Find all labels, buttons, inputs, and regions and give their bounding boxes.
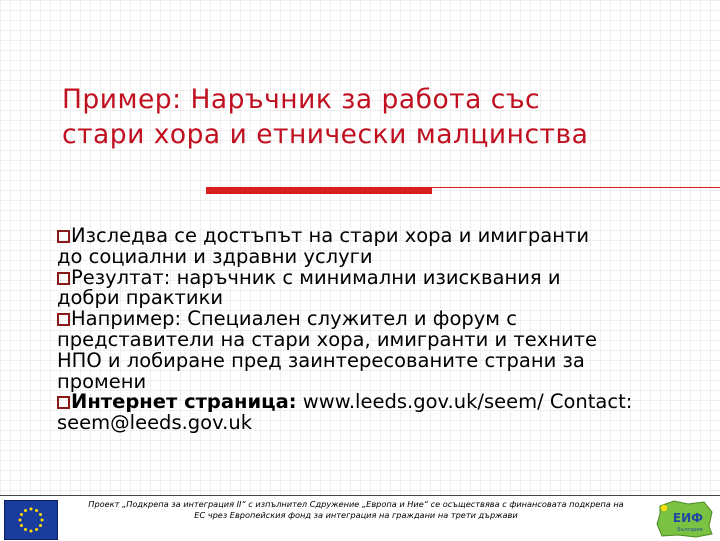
eu-star-icon [39, 524, 42, 527]
eu-star-icon [20, 524, 23, 527]
bullet-text-line: НПО и лобиране пред заинтересованите страни за [57, 348, 585, 372]
bullet-text-line: представители на стари хора, имигранти и техните [57, 327, 598, 351]
website-url[interactable]: www.leeds.gov.uk/seem/ Contact: [296, 390, 633, 414]
bullet-text-line: до социални и здравни услуги [57, 244, 373, 268]
footer-bar [0, 495, 720, 541]
bullet-text-line: добри практики [57, 286, 224, 310]
footer-disclaimer [62, 499, 650, 521]
bullet-item-research [57, 226, 717, 268]
eu-star-icon [24, 509, 27, 512]
square-bullet-icon [57, 272, 70, 285]
bullet-list [57, 226, 717, 434]
title-divider-thick [206, 187, 432, 194]
bullet-item-result [57, 265, 717, 310]
eu-star-icon [39, 513, 42, 516]
contact-email[interactable]: seem@leeds.gov.uk [57, 411, 252, 435]
website-label: Интернет страница: [71, 390, 297, 414]
title-divider-thin [432, 187, 720, 188]
bullet-text-line: Изследва се достъпът на стари хора и имигранти [71, 224, 589, 247]
logo-subtext: България [677, 527, 703, 533]
eu-star-icon [35, 509, 38, 512]
slide-title-line-1: Пример: Наръчник за работа със [62, 84, 541, 115]
slide-title-line-2: стари хора и етнически малцинства [62, 119, 589, 150]
logo-star-icon [661, 505, 667, 511]
eu-star-icon [20, 513, 23, 516]
bullet-item-website [57, 392, 717, 434]
eu-star-icon [30, 508, 33, 511]
slide-title [62, 82, 702, 152]
bullet-text-line: промени [57, 369, 147, 393]
square-bullet-icon [57, 230, 70, 243]
bullet-text-line: Резултат: наръчник с минимални изисквания и [71, 265, 561, 289]
eu-star-icon [30, 530, 33, 533]
footer-line-1: Проект „Подкрепа за интеграция II“ с изпълнител Сдружение „Европа и Ние“ се осъществява с финансовата подкрепа на [88, 499, 624, 509]
eu-flag-icon [4, 500, 58, 540]
square-bullet-icon [57, 396, 70, 409]
eu-stars-icon [5, 501, 57, 539]
eu-star-icon [24, 528, 27, 531]
square-bullet-icon [57, 313, 70, 326]
eu-star-icon [41, 519, 44, 522]
eu-star-icon [35, 528, 38, 531]
footer-line-2: ЕС чрез Европейския фонд за интеграция на граждани на трети държави [194, 510, 518, 520]
eu-star-icon [19, 519, 22, 522]
bullet-text-line: Например: Специален служител и форум с [71, 307, 517, 331]
bullet-item-example [57, 309, 717, 392]
eif-bulgaria-logo [654, 498, 716, 540]
logo-text: ЕИФ [672, 511, 704, 525]
